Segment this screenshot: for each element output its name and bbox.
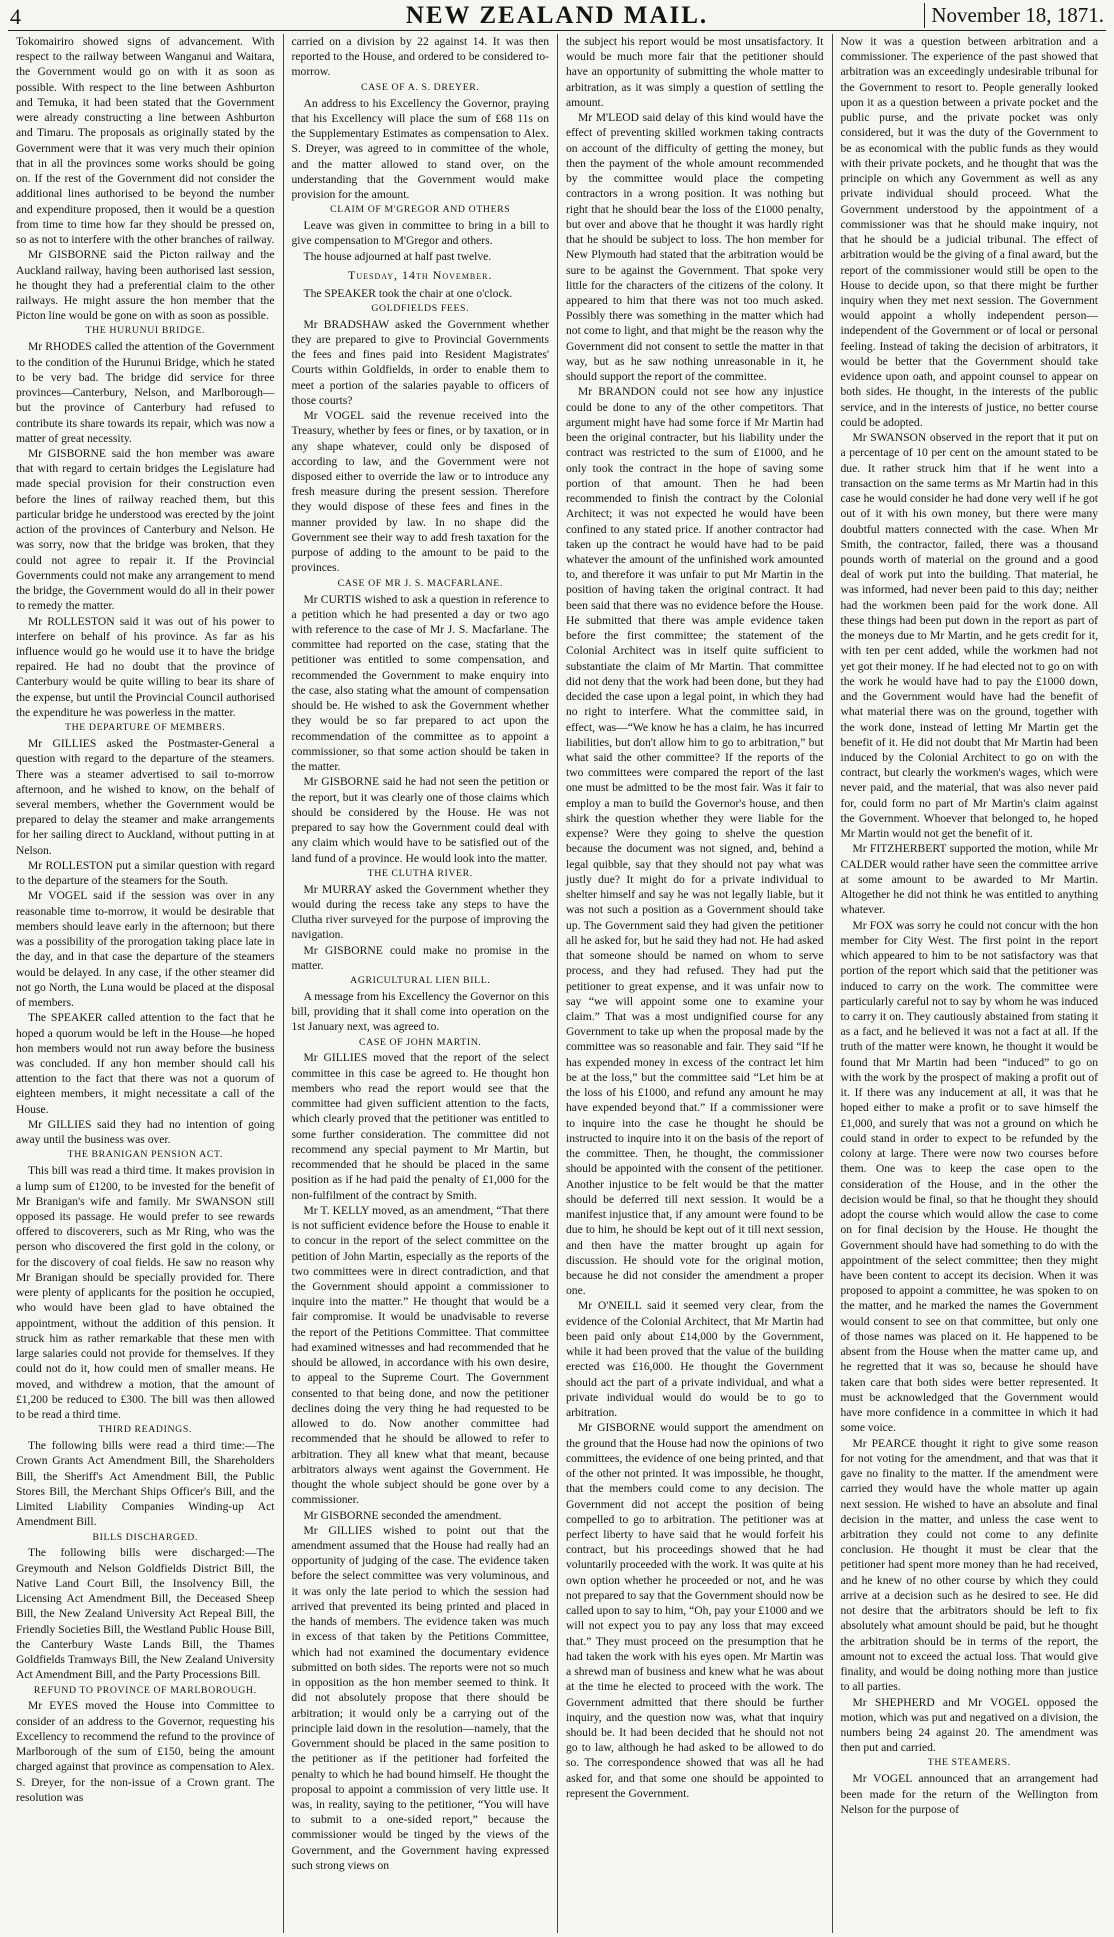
article-paragraph: Mr GISBORNE said he had not seen the petition or the report, but it was clearly one of those claims which should be considered by the House. He was not prepared to say how the Government could deal with any claim which would have to be satisfied out of the land fund of a province. He would look into the matter. (291, 775, 549, 865)
article-paragraph: The following bills were discharged:—The Greymouth and Nelson Goldfields District Bill, the Native Land Court Bill, the Insolvency Bill, the Licensing Act Amendment Bill, the Deceased Sheep Bill, the New Zealand University Act Repeal Bill, the Friendly Societies Bill, the Westland Public House Bill, the Canterbury Waste Lands Bill, the Thames Goldfields Tramways Bill, the New Zealand University Act Amendment Bill, and the Party Processions Bill. (16, 1546, 275, 1682)
section-heading: AGRICULTURAL LIEN BILL. (350, 975, 491, 987)
article-paragraph: Mr T. KELLY moved, as an amendment, “That there is not sufficient evidence before the House to enable it to concur in the report of the select committee on the petition of John Martin, especially as the reports of the two committees were in direct contradiction, and that the Government should appoint a commissioner to inquire into the matter.” He thought that would be a fair compromise. It would be unadvisable to reverse the report of the Petitions Committee. That committee had examined witnesses and had recommended that he should be allowed, in accordance with his own desire, to appeal to the Supreme Court. The Government consented to that being done, and now the petitioner declines doing the very thing he had requested to be allowed to do. Now another committee had recommended that he should be allowed to refer to arbitration. They all knew what that meant, because arbitrators always went against the Government. He thought the whole subject should be gone over by a commissioner. (291, 1203, 549, 1507)
article-paragraph: Mr MURRAY asked the Government whether they would during the recess take any steps to have the Clutha river surveyed for the purpose of improving the navigation. (291, 882, 549, 942)
article-paragraph: The SPEAKER called attention to the fact that he hoped a quorum would be left in the House—he hoped hon members would not run away before the business was concluded. If any hon member should call his attention to the fact that there was not a quorum of eighteen members, it might necessitate a call of the House. (16, 1011, 275, 1116)
article-paragraph: The house adjourned at half past twelve. (303, 249, 492, 263)
article-paragraph: Mr GILLIES said they had no intention of going away until the business was over. (16, 1117, 275, 1147)
column-3 (557, 34, 832, 1933)
article-paragraph: Mr GILLIES moved that the report of the select committee in this case be agreed to. He thought hon members who read the report would see that the committee had given sufficient attention to the facts, which clearly proved that the petitioner was entitled to some further consideration. The committee did not recommend any special payment to Mr Martin, but recommended that he should be placed in the same position as if he had paid the penalty of £1,000 for the non-fulfilment of the contract by Smith. (291, 1051, 549, 1202)
article-paragraph: Mr VOGEL said the revenue received into the Treasury, whether by fees or fines, or by taxation, or in any shape whatever, could only be disposed of according to law, and the Government were not disposed either to override the law or to introduce any fresh measure during the present session. Therefore they would dispose of these fees and fines in the manner provided by law. In no shape did the Government see their way to add fresh taxation for the purpose of adding to the amount to be paid to the provinces. (291, 409, 549, 575)
article-paragraph: Mr GILLIES wished to point out that the amendment assumed that the House had really had an opportunity of judging of the case. The evidence taken before the select committee was very voluminous, and it was only the late period to which the session had arrived that prevented its being printed and placed in the hands of members. The evidence taken was much in excess of that taken by the Petitions Committee, which had not examined the documentary evidence submitted on both sides. The reports were not so much in opposition as the hon member seemed to think. It did not absolutely propose that there should be arbitration; it would only be a carrying out of the principle laid down in the resolution—namely, that the Government should be placed in the same position to the petitioner as if the petitioner had forfeited the penalty to which he had bound himself. He thought the proposal to appoint a commission of very little use. It was, in reality, saying to the petitioner, “You will have to submit to a one-sided report,” because the commissioner would be tinged by the views of the Government, and the Government having expressed such strong views on (291, 1523, 549, 1872)
article-paragraph: A message from his Excellency the Governor on this bill, providing that it shall come into operation on the 1st January next, was agreed to. (291, 989, 549, 1034)
article-paragraph: Mr RHODES called the attention of the Government to the condition of the Hurunui Bridge, which he stated to be very bad. The bridge did service for three provinces—Canterbury, Nelson, and Marlborough—but the province of Canterbury had refused to contribute its share towards its repair, which was now a matter of great necessity. (16, 340, 275, 445)
article-paragraph: Mr GISBORNE seconded the amendment. (303, 1508, 502, 1522)
article-paragraph: Now it was a question between arbitration and a commissioner. The experience of the past showed that arbitration was an exceedingly undesirable tribunal for the Government to resort to. People generally looked upon it as a question between a private pocket and the public purse, and the private pocket was only considered, but it was the duty of the Government to be as economical with the public funds as they would with their private pockets, and he thought that was the principle on which any Government as well as any private individual should proceed. What the Government understood by the appointment of a commissioner was that he should make inquiry, not that he should be a judicial tribunal. The effect of arbitration would be the giving of a final award, but the report of the commissioner would still be open to the House to decide upon, so that there might be further inquiry when they met next session. The Government would appoint a wholly independent person—independent of the Government or of local or personal feeling. Instead of taking the decision of arbitrators, it would be better that the Government should take evidence upon oath, and appoint counsel to appear on both sides. He thought, in the interests of the public service, and in the interests of justice, no better course could be adopted. (840, 35, 1098, 429)
article-paragraph: Mr ROLLESTON said it was out of his power to interfere on behalf of his province. As far as his influence would go he would use it to have the bridge repaired. He had no doubt that the province of Canterbury would be quite willing to bear its share of the expense, but until the Provincial Council authorised the expenditure he was powerless in the matter. (16, 614, 275, 719)
article-paragraph: Mr SHEPHERD and Mr VOGEL opposed the motion, which was put and negatived on a division, the numbers being 24 against 20. The amendment was then put and carried. (840, 1695, 1098, 1755)
section-heading: THE STEAMERS. (927, 1757, 1011, 1769)
article-columns (8, 34, 1106, 1933)
article-paragraph: Mr CURTIS wished to ask a question in reference to a petition which he had presented a day or two ago with reference to the case of Mr J. S. Macfarlane. The committee had reported on the case, stating that the petitioner was entitled to some compensation, and recommended the Government to make enquiry into the case, also stating what the amount of compensation should be. He wished to ask the Government whether they would be so far prepared to act upon the recommendation of the committee as to appoint a commissioner, so that some action should be taken in the matter. (291, 592, 549, 774)
section-heading: THE DEPARTURE OF MEMBERS. (65, 722, 226, 734)
article-paragraph: Mr GISBORNE said the hon member was aware that with regard to certain bridges the Legislature had made special provision for their construction even before the lines of railway reached them, but this particular bridge he understood was erected by the joint action of the provinces of Canterbury and Nelson. He was sorry, now that the bridge was broken, that they could not agree to repair it. If the Provincial Governments could not make any arrangement to mend the bridge, the Government would do all in their power to remedy the matter. (16, 446, 275, 613)
article-paragraph: Mr VOGEL announced that an arrangement had been made for the return of the Wellington from Nelson for the purpose of (840, 1772, 1098, 1816)
article-paragraph: Mr ROLLESTON put a similar question with regard to the departure of the steamers for the South. (16, 858, 275, 888)
article-paragraph: Mr EYES moved the House into Committee to consider of an address to the Governor, requesting his Excellency to recommend the refund to the province of Marlborough of the sum of £150, being the amount charged against that province as compensation to Alex. S. Dreyer, for the non-issue of a Crown grant. The resolution was (16, 1699, 275, 1804)
page-number: 4 (10, 4, 21, 29)
masthead (8, 0, 1106, 31)
article-paragraph: This bill was read a third time. It makes provision in a lump sum of £1200, to be invested for the benefit of Mr Branigan's wife and family. Mr SWANSON still opposed its passage. He would prefer to see rewards offered to discoverers, such as Mr Ring, who was the person who discovered the first gold in the colony, or for the discovery of coal fields. He saw no reason why Mr Branigan should be specially provided for. There were plenty of applicants for the position he occupied, who would have been glad to have obtained the appointment, without the addition of this pension. It struck him as rather remarkable that these men with large salaries could not provide for themselves. If they could not do it, how could men of smaller means. He moved, and withdrew a motion, that the amount of £1,200 be reduced to £300. The bill was then allowed to be read a third time. (16, 1164, 275, 1422)
article-paragraph: Mr BRADSHAW asked the Government whether they are prepared to give to Provincial Governments the fees and fines paid into Resident Magistrates' Courts within Goldfields, in order to enable them to meet a portion of the salaries payable to officers of those courts? (291, 317, 549, 407)
section-heading: CLAIM OF M'GREGOR AND OTHERS (330, 204, 511, 216)
section-heading: REFUND TO PROVINCE OF MARLBOROUGH. (33, 1684, 257, 1696)
article-paragraph: Mr GISBORNE said the Picton railway and the Auckland railway, having been authorised last session, he thought they had a preferential claim to the other railways. He might assure the hon member that the Picton line would be gone on with as soon as possible. (16, 248, 275, 323)
section-heading: CASE OF MR J. S. MACFARLANE. (337, 577, 503, 589)
article-paragraph: An address to his Excellency the Governor, praying that his Excellency will place the sum of £68 11s on the Supplementary Estimates as compensation to Alex. S. Dreyer, was agreed to in committee of the whole, and the matter allowed to stand over, on the understanding that the Government would make provision for the amount. (291, 96, 549, 201)
article-paragraph: carried on a division by 22 against 14. It was then reported to the House, and ordered to be considered to-morrow. (291, 35, 549, 79)
column-2 (283, 34, 558, 1933)
section-heading: THE BRANIGAN PENSION ACT. (67, 1149, 223, 1161)
column-1 (8, 34, 283, 1933)
article-paragraph: The following bills were read a third time:—The Crown Grants Act Amendment Bill, the Shareholders Bill, the Sheriff's Act Amendment Bill, the Public Stores Bill, the Merchant Ships Officer's Bill, and the Limited Liability Companies Winding-up Act Amendment Bill. (16, 1439, 275, 1529)
date-heading: Tuesday, 14th November. (348, 267, 493, 282)
article-paragraph: Mr GILLIES asked the Postmaster-General a question with regard to the departure of the steamers. There was a steamer advertised to sail to-morrow afternoon, and he wished to know, on the behalf of several members, whether the Government would be prepared to delay the steamer and make arrangements for her sailing direct to Auckland, without putting in at Nelson. (16, 737, 275, 857)
section-heading: BILLS DISCHARGED. (92, 1531, 198, 1543)
issue-date: November 18, 1871. (924, 3, 1104, 28)
newspaper-title: NEW ZEALAND MAIL. (405, 2, 709, 29)
column-4 (832, 34, 1107, 1933)
section-heading: CASE OF A. S. DREYER. (361, 81, 480, 93)
article-paragraph: Mr SWANSON observed in the report that it put on a percentage of 10 per cent on the amount stated to be due. It rather struck him that if he went into a transaction on the same terms as Mr Martin had in this case he would consider he had done very well if he got out of it with his own money, but there were many doubtful matters connected with the case. When Mr Smith, the contractor, failed, there was a thousand pounds worth of material on the ground and a good deal of work put into the building. That material, he was informed, had never been paid to this day; neither had the workmen been paid for the work done. All these things had been put down in the report as part of the moneys due to Mr Martin, and he gets credit for it, with ten per cent added, while the workmen had not yet got their money. If he had elected not to go on with the work he would have had to pay the £1000 down, and the Government would have had the benefit of what material there was on the ground, together with the work done, instead of letting Mr Martin get the benefit of it. He did not doubt that Mr Martin had been induced by the Colonial Architect to go on with the contract, but clearly the workmen's wages, which were never paid, and the material, that was also never paid for, could form no part of Mr Martin's claim against the Government. Whoever that belonged to, he hoped Mr Martin would not get the benefit of it. (840, 431, 1098, 841)
article-paragraph: Mr O'NEILL said it seemed very clear, from the evidence of the Colonial Architect, that Mr Martin had been paid only about £14,000 by the Government, while it had been proved that the value of the building erected was £16,000. He thought the Government should act the part of a private individual, and what a private individual would do would be to go to arbitration. (566, 1299, 824, 1420)
section-heading: THE CLUTHA RIVER. (367, 867, 473, 879)
article-paragraph: Mr GISBORNE could make no promise in the matter. (291, 943, 549, 972)
section-heading: THE HURUNUI BRIDGE. (85, 325, 205, 337)
section-heading: THIRD READINGS. (98, 1424, 192, 1436)
article-paragraph: Mr FOX was sorry he could not concur with the hon member for City West. The first point in the report which appeared to him to be not satisfactory was that portion of the report which said that the petitioner was induced to carry on the work. The committee were particularly careful not to say by whom he was induced to carry it on. They cautiously abstained from stating it as a fact, and he believed it was not a fact at all. If the truth of the matter were known, he thought it would be found that Mr Martin had been “induced” to go on with the work by the prospect of making a profit out of it. If there was any inducement at all, it was that he hoped either to make a profit or to save himself the £1,000, and surely that was not a ground on which he could stand in order to expect to be refunded by the colony at large. There were now two courses before them. One was to keep the case open to the consideration of the House, and in the other the decision would be final, so that he thought they should adopt the course which would allow the case to come on for final decision by the House. He thought the Government should have had something to do with the appointment of the select committee; then they might have been content to accept its decision. When it was proposed to appoint a committee, he was spoken to on the matter, and he marked the names the Government would consent to see on that committee, but only one of those names was placed on it. He happened to be absent from the House when the matter came up, and he regretted that it was so, because he should have taken care that both sides were better represented. It must be acknowledged that the Government would have more confidence in a committee in which it had some voice. (840, 918, 1098, 1435)
article-paragraph: Mr FITZHERBERT supported the motion, while Mr CALDER would rather have seen the committee arrive at some amount to be awarded to Mr Martin. Altogether he did not think he was entitled to anything whatever. (840, 842, 1098, 917)
article-paragraph: The SPEAKER took the chair at one o'clock. (303, 286, 513, 300)
article-paragraph: Leave was given in committee to bring in a bill to give compensation to M'Gregor and others. (291, 219, 549, 248)
article-paragraph: Mr M'LEOD said delay of this kind would have the effect of preventing skilled workmen taking contracts on account of the difficulty of getting the money, but then the payment of the whole amount recommended by the committee would place the competing contractors in a wrong position. It was nothing but right that he should bear the loss of the £1000 penalty, but over and above that he thought it was hardly right that he should be subject to loss. The hon member for New Plymouth had stated that the arbitration would be sure to be against the Government. That spoke very little for the characters of the citizens of the colony. It appeared to him that there was not too much asked. Possibly there was something in the matter which had not come to light, and that might be the reason why the Government did not consent to settle the matter in that way, but as he saw nothing unreasonable in it, he should support the report of the committee. (566, 111, 824, 384)
article-paragraph: Mr PEARCE thought it right to give some reason for not voting for the amendment, and that was that it gave no finality to the matter. If the amendment were carried they would have the whole matter up again next session. He wished to have an absolute and final decision in the matter, and unless the case went to arbitration they could not come to any definite conclusion. He thought it must be clear that the petitioner had spent more money than he had received, and he knew of no other course by which they could arrive at a decision such as he desired to see. He did not desire that the arbitrators should be left to fix absolutely what amount should be paid, but he thought the arbitration should be in terms of the report, the amount not to exceed the actual loss. That would give finality, and would be doing nothing more than justice to all parties. (840, 1436, 1098, 1694)
section-heading: GOLDFIELDS FEES. (371, 302, 470, 314)
article-paragraph: Tokomairiro showed signs of advancement. With respect to the railway between Wanganui and Waitara, the Government would go on with it as soon as possible. With respect to the line between Ashburton and Temuka, it had been stated that the Government were already constructing a line between Ashburton and Timaru. The proposals as originally stated by the Government were that it was very much their opinion that in all the provinces some works should be going on. If the rest of the Government did not consider the additional lines authorised to be beyond the number and expenditure proposed, then it would be a question from time to time how far they should be pressed on, so as not to interfere with the other branches of railway. (16, 35, 275, 247)
article-paragraph: the subject his report would be most unsatisfactory. It would be much more fair that the petitioner should have an opportunity of submitting the whole matter to arbitration, as it was simply a question of settling the amount. (566, 35, 824, 109)
article-paragraph: Mr BRANDON could not see how any injustice could be done to any of the other competitors. That argument might have had some force if Mr Martin had been the original contracter, but his liability under the contract was restricted to the sum of £1000, and he only took the contract in the hope of saving some portion of that amount. Then he had been recommended to finish the contract by the Colonial Architect; it was not expected he would have been confined to any stated price. If another contractor had taken up the contract he would have had to be paid whatever the amount of the unfinished work amounted to, and therefore it was unfair to put Mr Martin in the position of having taken the original contract. It had been said that there was no evidence before the House. He submitted that there was ample evidence taken before the first committee; the statement of the Colonial Architect was in itself quite sufficient to substantiate the claim of Mr Martin. That committee did not deny that the work had been done, but they had decided the case upon a legal point, in which they had no right to interfere. What the committee said, in effect, was—“We know he has a claim, he has incurred liabilities, but don't allow him to go to arbitration,” but what said the other committee? If the reports of the two committees were compared the report of the last one must be admitted to be the most fair. Was it fair to employ a man to build the Governor's house, and then shirk the question whether they were liable for the expense? Were they going to shelve the question because the document was not signed, and, behind a legal quibble, say that they should not pay what was justly due? It might do for a private individual to shelter himself and say he was not legally liable, but it was not such a position as a Government should take up. The Government said they had given the petitioner all he asked for, but he said they had not. He had asked that someone should be named on whom to serve process, and they had refused. They had put the petitioner to great expense, and it was unfair now to say “we will appoint some one to examine your claim.” That was a most undignified course for any Government to take up when the proposal made by the committee was so reasonable and fair. They said “If he has expended money in excess of the contract let him be at the loss,” but the committee said “Let him be at the loss of his £1000, and refund any amount he may have expended beyond that.” If a commissioner were to inquire into the case he thought he should be instructed to inquire into it on the basis of the report of the committee. Then, he thought, the commissioner should be appointed with the consent of the petitioner. Another injustice to be felt would be that the matter should be deferred till next session. It would be a manifest injustice that, if any amount were found to be due to him, he should be kept out of it till next session, and then have the matter brought up again for discussion. He should vote for the original motion, because he did not consider the amendment a proper one. (566, 385, 824, 1298)
section-heading: CASE OF JOHN MARTIN. (359, 1036, 482, 1048)
article-paragraph: Mr GISBORNE would support the amendment on the ground that the House had now the opinions of two committees, the evidence of one being printed, and that of the other not printed. It was impossible, he thought, that the members could come to any decision. The Government did not accept the position of being compelled to go to arbitration. The petitioner was at perfect liberty to have said that he would forfeit his contract, but his proceedings showed that he had voluntarily proceeded with the work. It was quite at his own option whether he proceeded or not, and he was not prepared to say that the Government should now be called upon to say to him, “Oh, pay your £1000 and we will not expect you to pay any loss that may exceed that.” They must proceed on the presumption that he had taken the work with his eyes open. Mr Martin was a shrewd man of business and knew what he was about at the time he elected to proceed with the work. The Government admitted that there should be further inquiry, and the question now was, what that inquiry should be. It had been decided that he should not not go to law, although he had asked to be allowed to do so. The correspondence showed that was all he had asked for, and that some one should be appointed to represent the Government. (566, 1421, 824, 1800)
article-paragraph: Mr VOGEL said if the session was over in any reasonable time to-morrow, it would be desirable that members should leave early in the afternoon; but there was a possibility of the prorogation taking place late in the day, and in that case the departure of the steamers would be delayed. In any case, if the other steamer did not go North, the Luna would be placed at the disposal of members. (16, 889, 275, 1010)
